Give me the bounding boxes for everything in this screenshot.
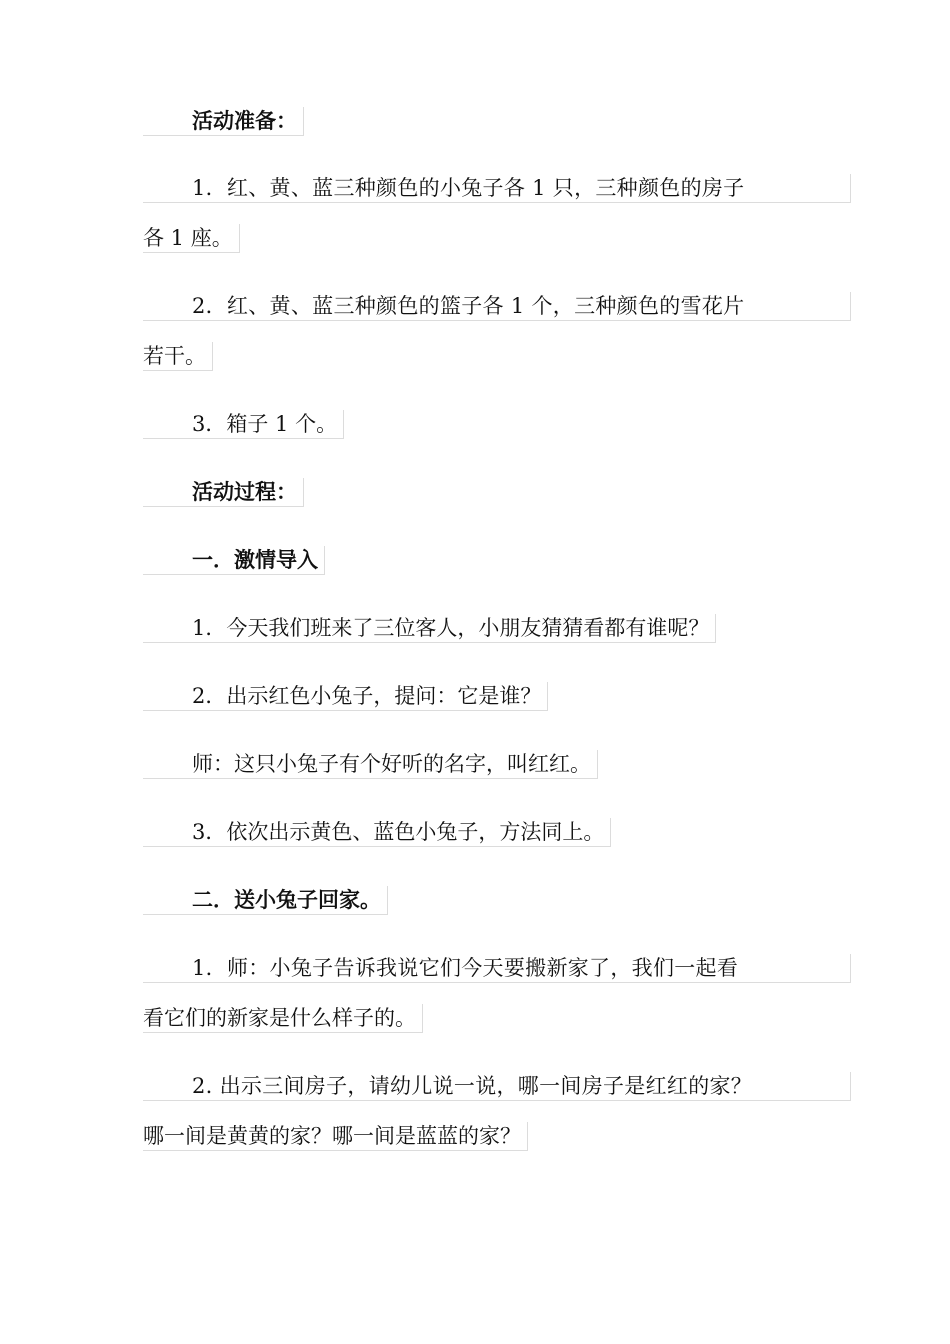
paragraph-line: 2．红、黄、蓝三种颜色的篮子各 1 个，三种颜色的雪花片	[143, 292, 851, 321]
paragraph-line: 哪一间是黄黄的家？哪一间是蓝蓝的家？	[143, 1122, 528, 1151]
paragraph-line: 看它们的新家是什么样子的。	[143, 1004, 423, 1033]
paragraph-line: 2．出示红色小兔子，提问：它是谁？	[143, 682, 548, 711]
paragraph-line: 各 1 座。	[143, 224, 240, 253]
paragraph-line: 3．依次出示黄色、蓝色小兔子，方法同上。	[143, 818, 611, 847]
paragraph-line: 1．师：小兔子告诉我说它们今天要搬新家了，我们一起看	[143, 954, 851, 983]
paragraph-line: 1．今天我们班来了三位客人，小朋友猜猜看都有谁呢？	[143, 614, 716, 643]
section-heading-1: 一．激情导入	[143, 546, 325, 575]
heading-activity-preparation: 活动准备：	[143, 107, 304, 136]
paragraph-line: 3．箱子 1 个。	[143, 410, 344, 439]
paragraph-line: 2. 出示三间房子，请幼儿说一说，哪一间房子是红红的家？	[143, 1072, 851, 1101]
paragraph-line: 师：这只小兔子有个好听的名字，叫红红。	[143, 750, 598, 779]
paragraph-line: 1．红、黄、蓝三种颜色的小兔子各 1 只，三种颜色的房子	[143, 174, 851, 203]
heading-activity-process: 活动过程：	[143, 478, 304, 507]
section-heading-2: 二．送小兔子回家。	[143, 886, 388, 915]
paragraph-line: 若干。	[143, 342, 213, 371]
